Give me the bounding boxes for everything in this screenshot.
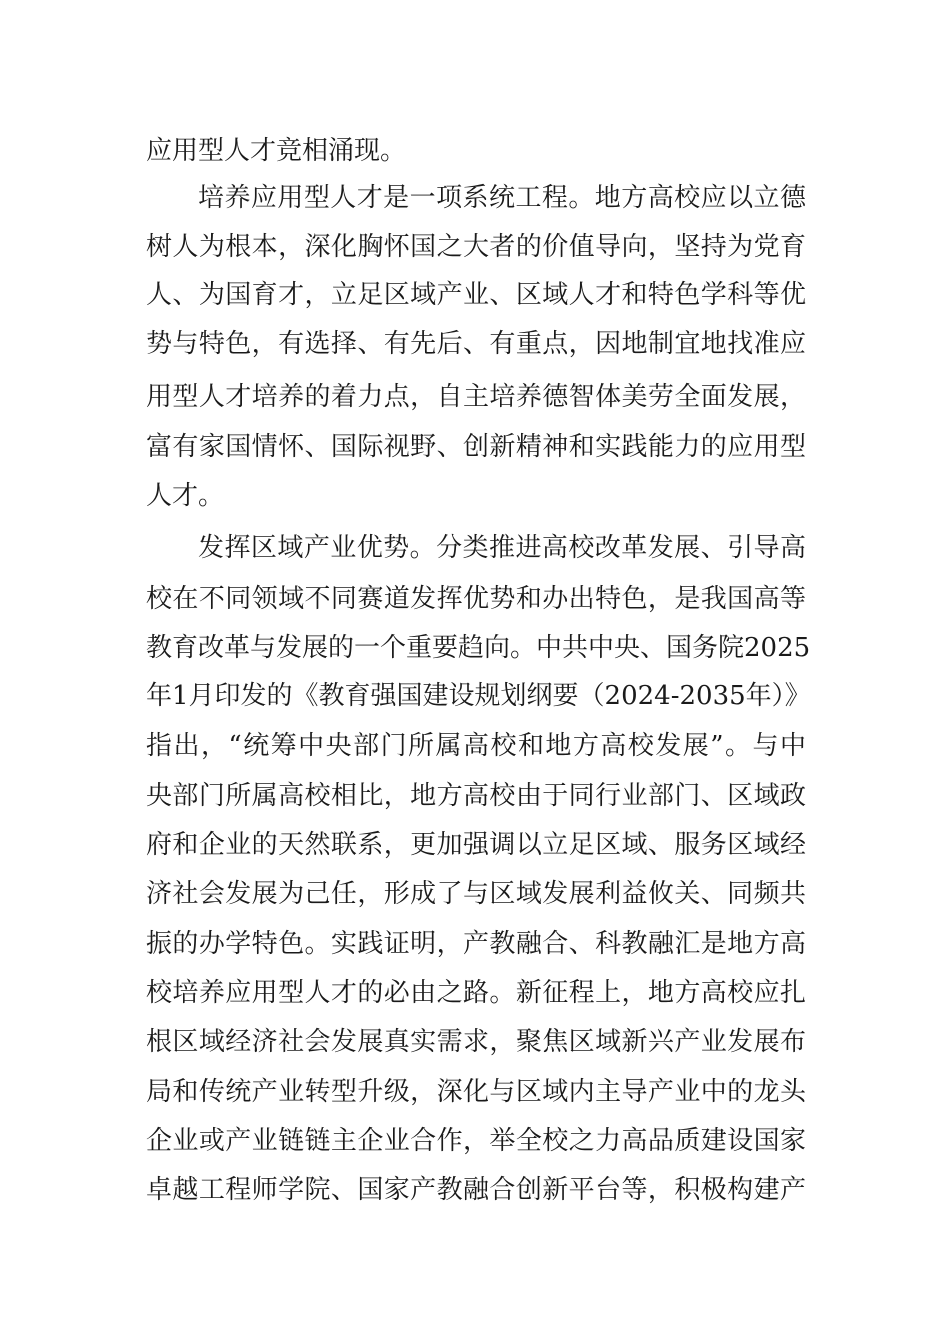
paragraph-start-line: 发挥区域产业优势。分类推进高校改革发展、引导高 — [198, 533, 806, 563]
text-line: 富有家国情怀、国际视野、创新精神和实践能力的应用型 — [146, 432, 806, 462]
text-line: 卓越工程师学院、国家产教融合创新平台等，积极构建产 — [146, 1175, 806, 1205]
text-line: 校培养应用型人才的必由之路。新征程上，地方高校应扎 — [146, 978, 806, 1008]
text-line: 济社会发展为己任，形成了与区域发展利益攸关、同频共 — [146, 879, 806, 909]
text-line: 根区域经济社会发展真实需求，聚焦区域新兴产业发展布 — [146, 1027, 806, 1057]
text-line: 用型人才培养的着力点，自主培养德智体美劳全面发展， — [146, 382, 806, 412]
text-line: 企业或产业链链主企业合作，举全校之力高品质建设国家 — [146, 1126, 806, 1156]
text-line: 年1月印发的《教育强国建设规划纲要（2024-2035年）》 — [146, 681, 811, 711]
text-line: 教育改革与发展的一个重要趋向。中共中央、国务院2025 — [146, 633, 811, 663]
text-line: 振的办学特色。实践证明，产教融合、科教融汇是地方高 — [146, 929, 806, 959]
text-line: 势与特色，有选择、有先后、有重点，因地制宜地找准应 — [146, 329, 806, 359]
text-line: 局和传统产业转型升级，深化与区域内主导产业中的龙头 — [146, 1077, 806, 1107]
paragraph-start-line: 培养应用型人才是一项系统工程。地方高校应以立德 — [198, 183, 806, 213]
text-line: 府和企业的天然联系，更加强调以立足区域、服务区域经 — [146, 830, 806, 860]
text-line: 央部门所属高校相比，地方高校由于同行业部门、区域政 — [146, 781, 806, 811]
text-line: 人、为国育才，立足区域产业、区域人才和特色学科等优 — [146, 280, 806, 310]
text-line: 指出，“统筹中央部门所属高校和地方高校发展”。与中 — [146, 731, 806, 761]
text-line: 校在不同领域不同赛道发挥优势和办出特色，是我国高等 — [146, 584, 806, 614]
text-line: 树人为根本，深化胸怀国之大者的价值导向，坚持为党育 — [146, 232, 806, 262]
text-line: 人才。 — [146, 481, 225, 511]
text-line: 应用型人才竞相涌现。 — [146, 136, 407, 166]
